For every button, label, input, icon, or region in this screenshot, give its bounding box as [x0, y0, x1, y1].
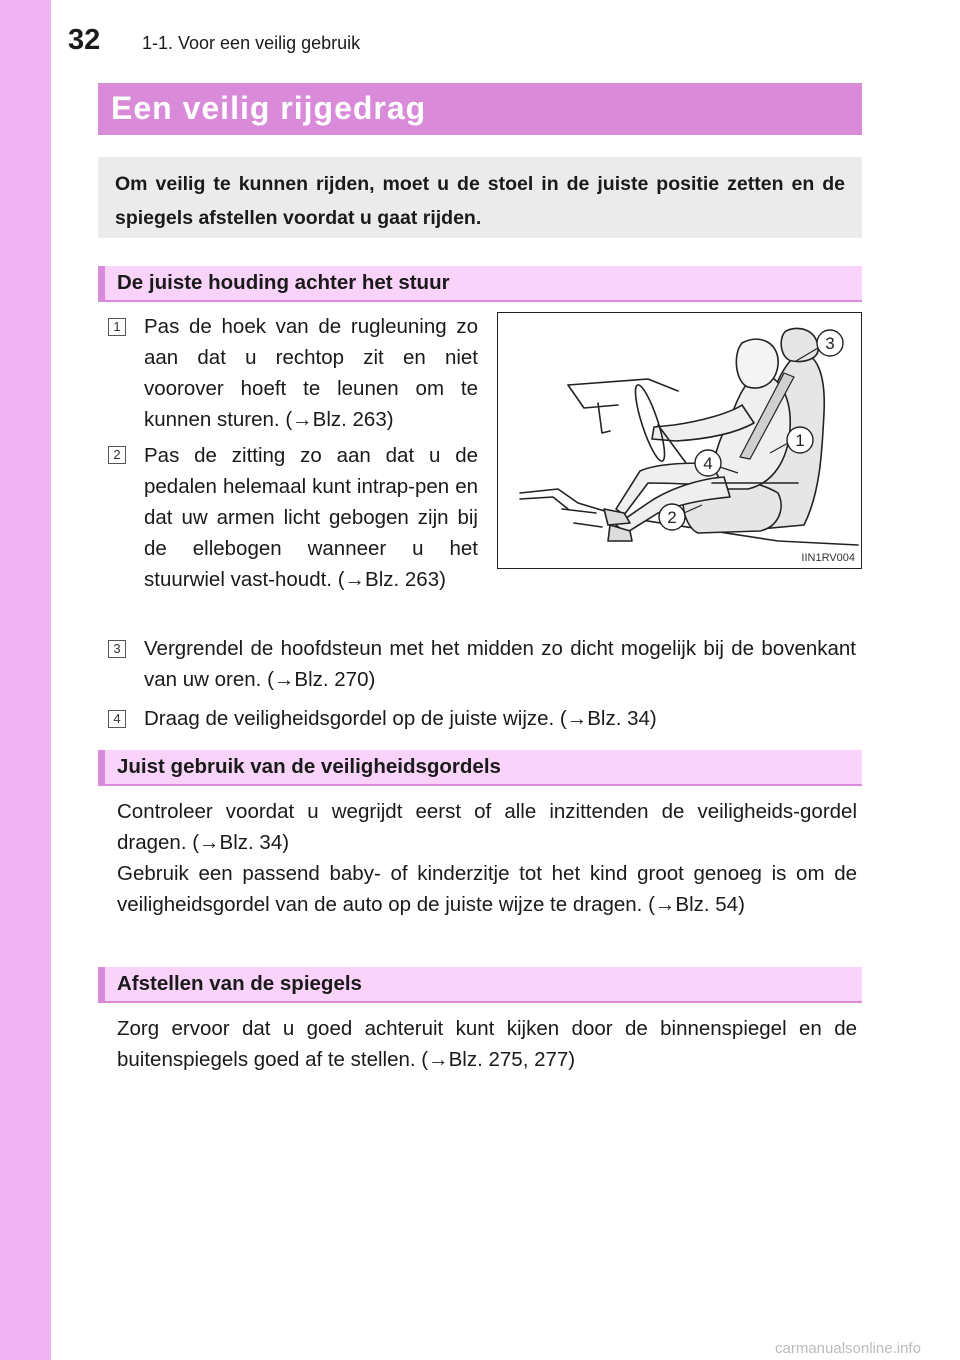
- watermark-text: carmanualsonline.info: [775, 1340, 921, 1357]
- mirrors-paragraph: Zorg ervoor dat u goed achteruit kunt kijken door de binnenspiegel en de buitenspiegels goed af te stellen. (→Blz. 275, 277): [117, 1017, 857, 1071]
- page-number: 32: [68, 24, 101, 56]
- callout-3-label: 3: [825, 334, 835, 353]
- driver-seat-drawing: [498, 313, 862, 569]
- section-heading-label: Juist gebruik van de veiligheidsgordels: [117, 755, 501, 778]
- list-item: Draag de veiligheidsgordel op de juiste wijze. (→Blz. 34): [144, 707, 657, 730]
- item-number-badge: 1: [108, 318, 126, 336]
- section-heading-label: Afstellen van de spiegels: [117, 972, 362, 995]
- driving-posture-illustration: [497, 312, 862, 569]
- section-heading-mirrors: [98, 967, 862, 1003]
- section-heading-posture: [98, 266, 862, 302]
- page-title: Een veilig rijgedrag: [111, 90, 427, 126]
- seatbelt-paragraph: Controleer voordat u wegrijdt eerst of alle inzittenden de veiligheids-gordel dragen. (→Blz. 34) Gebruik een passend baby- of kinderzitje tot het kind groot genoeg is om de veiligheidsgordel van de auto op de juiste wijze te dragen. (→Blz. 54): [117, 800, 857, 916]
- callout-4-label: 4: [703, 454, 713, 473]
- callout-2-label: 2: [667, 508, 677, 527]
- figure-code: IIN1RV004: [801, 552, 855, 564]
- callout-1-label: 1: [795, 431, 805, 450]
- list-item: Pas de zitting zo aan dat u de pedalen helemaal kunt intrap-pen en dat uw armen licht gebogen zijn bij de ellebogen wanneer u het stuurwiel vast-houdt. (→Blz. 263): [144, 444, 478, 591]
- page-title-bar: [98, 83, 862, 135]
- intro-box: Om veilig te kunnen rijden, moet u de stoel in de juiste positie zetten en de spiegels afstellen voordat u gaat rijden.: [98, 157, 862, 238]
- section-heading-label: De juiste houding achter het stuur: [117, 271, 450, 294]
- list-item: Pas de hoek van de rugleuning zo aan dat u rechtop zit en niet voorover hoeft te leunen om te kunnen sturen. (→Blz. 263): [144, 315, 478, 431]
- item-number-badge: 4: [108, 710, 126, 728]
- list-item: Vergrendel de hoofdsteun met het midden zo dicht mogelijk bij de bovenkant van uw oren. (→Blz. 270): [144, 637, 856, 691]
- item-number-badge: 2: [108, 446, 126, 464]
- section-heading-seatbelts: [98, 750, 862, 786]
- chapter-tab-bar: [0, 0, 51, 1360]
- chapter-title: 1-1. Voor een veilig gebruik: [142, 33, 361, 53]
- item-number-badge: 3: [108, 640, 126, 658]
